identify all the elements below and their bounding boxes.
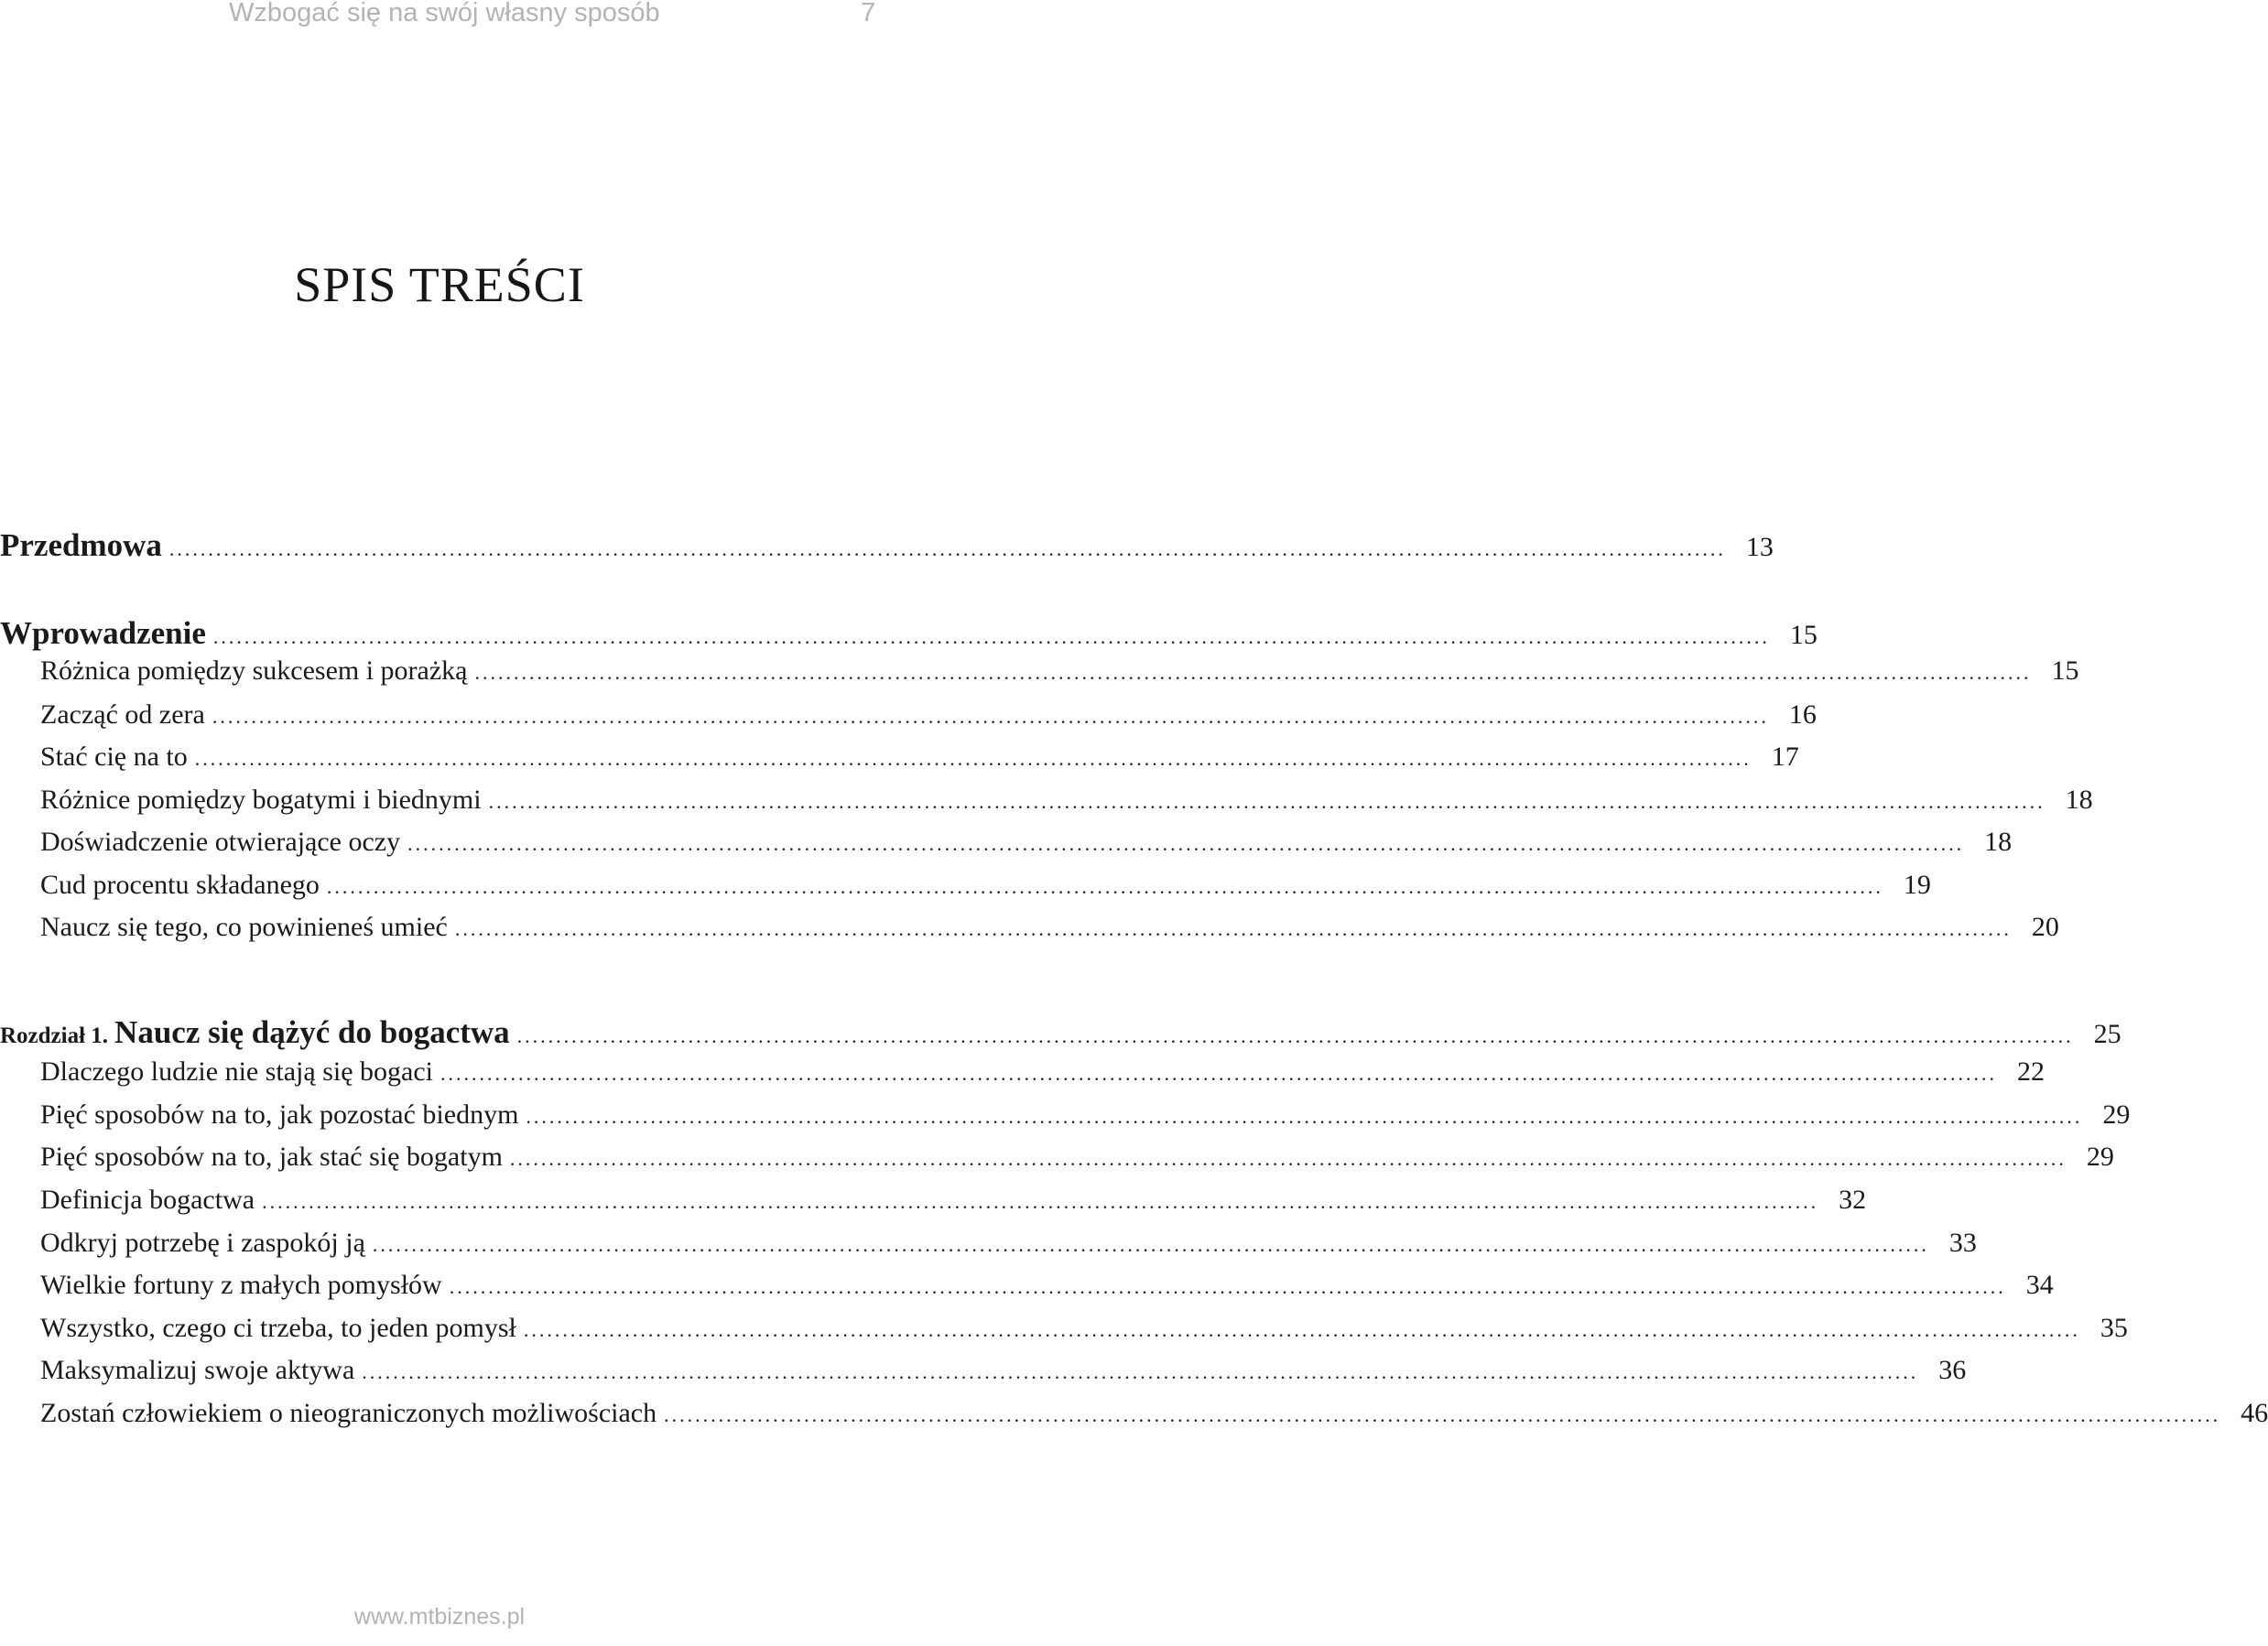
toc-entry-page-number: 29 [2086,1142,2114,1172]
toc-entry [0,1014,2122,1058]
toc-entry-page-number: 36 [1938,1355,1967,1385]
toc-dot-leader: ........................................................................................................................................................................................................ [526,1105,2083,1128]
toc-entry-page-number: 34 [2025,1270,2054,1300]
toc-entry [40,1398,2268,1442]
toc-entry [40,742,1799,785]
toc-entry-title: Stać cię na to [40,742,188,772]
toc-dot-leader: ........................................................................................................................................................................................................ [262,1190,1819,1213]
toc-entry-page-number: 29 [2102,1099,2131,1130]
toc-entry [40,827,2013,871]
toc-entry-page-number: 17 [1771,742,1799,772]
toc-entry-page-number: 15 [1789,620,1818,650]
toc-entry-title: Zacząć od zera [40,699,205,730]
toc-entry-title: Definicja bogactwa [40,1185,255,1215]
toc-entry-title: Cud procentu składanego [40,870,320,900]
running-header [0,0,879,37]
toc-entry-title: Wielkie fortuny z małych pomysłów [40,1270,442,1300]
toc-entry [40,1056,2045,1100]
toc-entry-title: Pięć sposobów na to, jak stać się bogatym [40,1142,503,1172]
toc-dot-leader: ........................................................................................................................................................................................................ [439,1062,1997,1085]
toc-entry [40,870,1931,914]
toc-dot-leader: ........................................................................................................................................................................................................ [212,625,1770,648]
toc-entry [40,1270,2054,1314]
toc-entry [40,1228,1977,1272]
toc-dot-leader: ........................................................................................................................................................................................................ [454,917,2012,940]
toc-entry-page-number: 46 [2241,1398,2268,1428]
toc-entry [0,527,1774,571]
toc-dot-leader: ........................................................................................................................................................................................................ [326,875,1883,898]
toc-entry-page-number: 13 [1745,532,1774,562]
toc-entry [40,655,2079,699]
running-page-number: 7 [861,0,876,27]
toc-entry [40,785,2093,828]
toc-entry-title: Odkryj potrzebę i zaspokój ją [40,1228,365,1258]
toc-entry-page-number: 18 [2065,785,2093,815]
toc-entry-page-number: 33 [1948,1228,1977,1258]
running-title: Wzbogać się na swój własny sposób [229,0,660,27]
toc-entry-page-number: 22 [2016,1056,2045,1087]
toc-entry-title: Dlaczego ludzie nie stają się bogaci [40,1056,433,1087]
toc-entry-chapter-prefix: Rozdział 1. [0,1023,109,1048]
toc-entry [40,1185,1867,1229]
toc-dot-leader: ........................................................................................................................................................................................................ [523,1318,2080,1341]
toc-entry-title: Wszystko, czego ci trzeba, to jeden pomysł [40,1313,516,1343]
toc-entry-page-number: 18 [1984,827,2013,857]
toc-entry [40,1355,1967,1399]
toc-entry-title: Różnica pomiędzy sukcesem i porażką [40,655,468,686]
toc-entry-title: Doświadczenie otwierające oczy [40,827,401,857]
toc-dot-leader: ........................................................................................................................................................................................................ [449,1275,2006,1298]
toc-entry-title: Naucz się dążyć do bogactwa [114,1014,510,1050]
toc-entry-page-number: 25 [2093,1019,2122,1049]
toc-entry [0,615,1818,659]
toc-entry-page-number: 32 [1839,1185,1867,1215]
toc-entry-page-number: 15 [2051,655,2079,686]
toc-entry-page-number: 20 [2031,912,2059,942]
toc-dot-leader: ........................................................................................................................................................................................................ [212,705,1769,728]
toc-entry [40,699,1817,743]
toc-entry-page-number: 35 [2100,1313,2128,1343]
toc-entry-title: Naucz się tego, co powinieneś umieć [40,912,448,942]
toc-entry-title: Przedmowa [0,527,162,563]
toc-entry-title: Wprowadzenie [0,615,206,651]
toc-entry-title: Maksymalizuj swoje aktywa [40,1355,355,1385]
toc-dot-leader: ........................................................................................................................................................................................................ [372,1233,1929,1256]
toc-dot-leader: ........................................................................................................................................................................................................ [516,1024,2074,1047]
toc-dot-leader: ........................................................................................................................................................................................................ [362,1360,1919,1383]
footer-url: www.mtbiznes.pl [353,1604,526,1630]
toc-entry-title: Zostań człowiekiem o nieograniczonych możliwościach [40,1398,657,1428]
toc-dot-leader: ........................................................................................................................................................................................................ [488,790,2046,813]
toc-entry-page-number: 16 [1788,699,1817,730]
toc-entry-title: Różnice pomiędzy bogatymi i biednymi [40,785,482,815]
toc-entry-title: Pięć sposobów na to, jak pozostać biednym [40,1099,519,1130]
toc-entry [40,1099,2131,1143]
toc-dot-leader: ........................................................................................................................................................................................................ [407,832,1965,855]
toc-entry-page-number: 19 [1903,870,1931,900]
toc-entry [40,912,2059,956]
toc-dot-leader: ........................................................................................................................................................................................................ [474,661,2032,684]
toc-entry [40,1142,2114,1186]
toc-entry [40,1313,2128,1357]
toc-dot-leader: ........................................................................................................................................................................................................ [664,1403,2221,1426]
toc-title: SPIS TREŚCI [294,257,585,312]
toc-dot-leader: ........................................................................................................................................................................................................ [168,537,1726,560]
toc-dot-leader: ........................................................................................................................................................................................................ [194,747,1752,770]
toc-dot-leader: ........................................................................................................................................................................................................ [509,1147,2067,1170]
